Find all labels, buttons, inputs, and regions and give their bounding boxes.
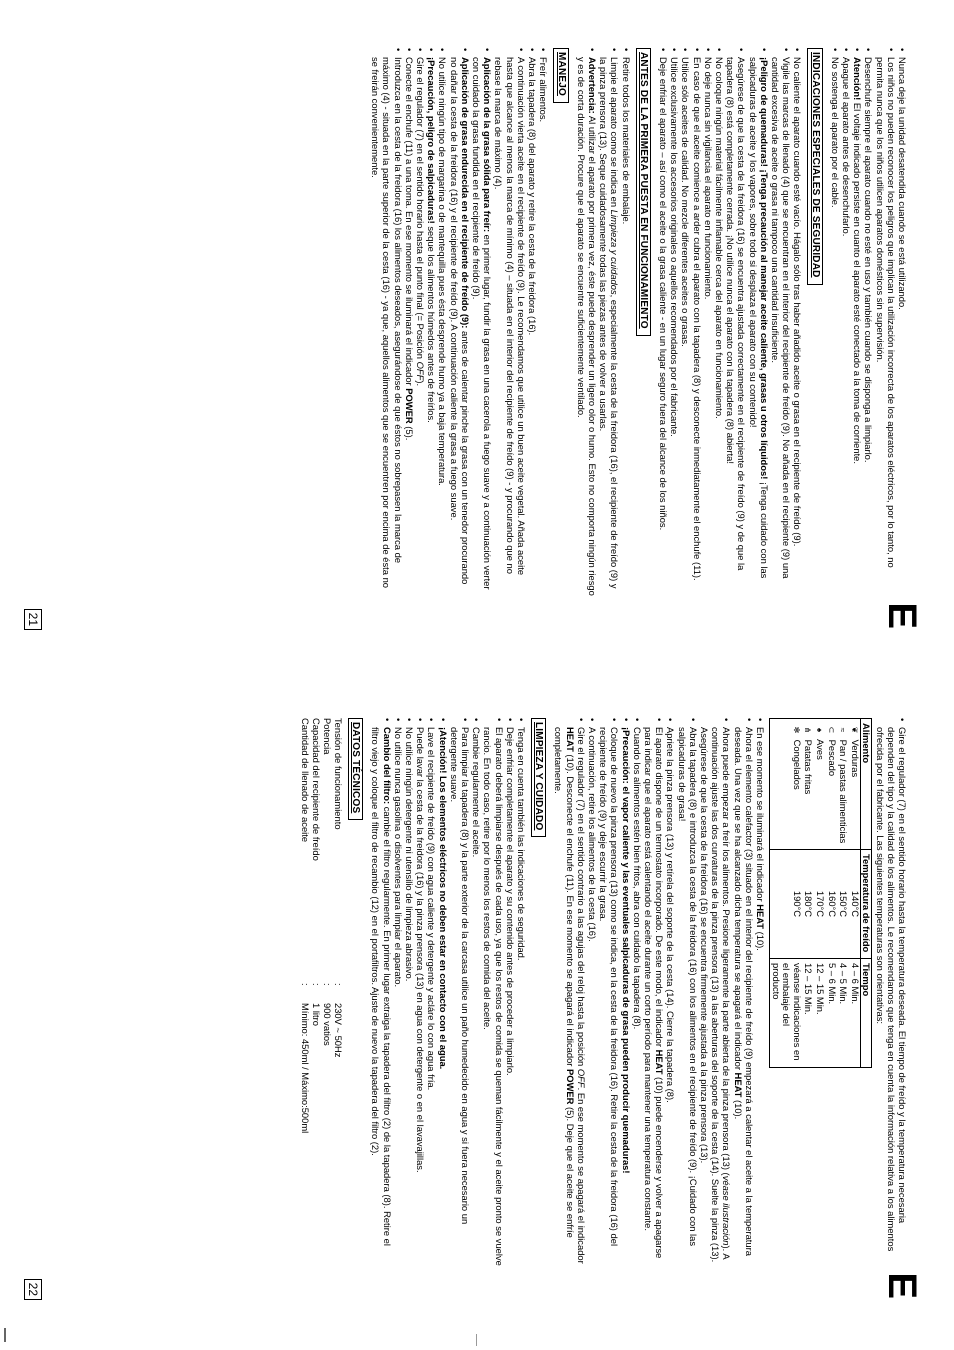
- column-header-food: Alimento: [860, 719, 872, 850]
- text-run: Conecte el enchufe (11) a una toma. En ese momento se iluminará el indicador: [403, 57, 415, 389]
- bold-text: Advertencia:: [586, 57, 598, 114]
- text-run: Limpie el aparato como se indica en: [609, 57, 621, 210]
- text-run: No utilice ningún detergente ni utensilio de limpieza abrasivo.: [403, 727, 415, 982]
- usage-list: [370, 48, 549, 596]
- time-cell: 5 – 6 Min.: [825, 959, 837, 1068]
- text-run: Desenchufe siempre el aparato cuando no esté en uso y también cuando se disponga a limpiarlo.: [863, 57, 875, 463]
- text-run: Gire el regulador (7) en el sentido contrario a las agujas del reloj hasta la posición: [575, 727, 587, 1069]
- text-run: Apague el aparato antes de desenchufarlo.: [840, 57, 852, 237]
- section-heading-first-use: ANTES DE LA PRIMERA PUESTA EN FUNCIONAMIENTO: [636, 48, 651, 336]
- text-run: antes de calentar pinche la grasa con un tenedor procurando no dañar la cesta de la freidora (16) y el recipiente de freído (9). A continuación caliente la grasa a fuego suave.: [448, 57, 471, 585]
- cleaning-list: [370, 718, 527, 1266]
- text-run: Abra la tapadera (8) e introduzca la cesta de la freidora (16) con los alimentos en el recipiente de freído (9). ¡Cuidado con las salpicaduras de grasa!: [676, 727, 699, 1247]
- time-cell: 12 – 15 Min.: [813, 959, 825, 1068]
- text-run: No utilice nunca gasolina o disolventes para limpiar el aparato.: [392, 727, 404, 988]
- list-item: [471, 48, 493, 596]
- text-run: (10).: [732, 1097, 744, 1120]
- list-item: [370, 718, 392, 1266]
- page-number: 21: [24, 609, 42, 630]
- spec-row: [300, 718, 311, 1133]
- list-item: [404, 48, 415, 596]
- text-run: Los niños no pueden reconocer los peligros que implican la utilización incorrecta de los aparatos eléctricos, por lo tanto, no permita nunca que los niños utilicen aparatos domésticos sin supervisión.: [874, 57, 897, 568]
- list-item: [691, 48, 702, 596]
- text-run: Cuando los alimentos estén bien fritos, abra con cuidado la tapadera (8).: [631, 727, 643, 1030]
- food-cell: [770, 719, 802, 850]
- text-run: Gire el regulador (7) en el sentido horario hasta la temperatura deseada. El tiempo de freído y la temperatura necesaria dependen del tipo y la calidad de los alimentos. Le recomendamos que tenga en cuenta la información relativa a los alimentos ofrecida por el fabricante. Las siguientes temperaturas son orientativas:: [874, 727, 908, 1252]
- bold-text: Aplicación de grasa endurecida en el recipiente de freído (9):: [459, 57, 471, 329]
- list-item: [703, 48, 714, 596]
- text-run: En ese momento se iluminará el indicador: [755, 727, 767, 905]
- page-number: 22: [24, 1279, 42, 1300]
- spec-colon: :: [321, 983, 333, 986]
- list-item: [632, 718, 643, 1266]
- list-item: [553, 718, 587, 1266]
- list-item: [620, 718, 631, 1266]
- text-run: Gire el regulador (7) en el sentido horario hasta el punto final (= Posición: [415, 57, 427, 362]
- spec-row: [311, 718, 322, 1133]
- spec-value: 1 litro: [310, 1003, 322, 1026]
- technical-specs-table: [300, 718, 344, 1133]
- list-item: [680, 48, 691, 596]
- table-row: [802, 719, 814, 1068]
- bold-text: HEAT: [564, 727, 576, 752]
- section-heading-cleaning: LIMPIEZA Y CUIDADO: [531, 718, 546, 837]
- list-item: [725, 48, 747, 596]
- text-run: Lave el recipiente de freído (9) con agua caliente y detergente y acláre lo con agua fría.: [426, 727, 438, 1091]
- food-cell: [837, 719, 849, 850]
- temperature-cell: 150°C: [837, 850, 849, 959]
- list-item: [755, 718, 766, 1266]
- list-item: [393, 718, 404, 1266]
- time-cell: véanse indicaciones en el embalaje del producto: [770, 959, 802, 1068]
- italic-text: véase ilustración: [721, 1175, 733, 1246]
- table-row: [825, 719, 837, 1068]
- bold-text: Atención!: [852, 57, 864, 101]
- food-cell: [813, 719, 825, 850]
- text-run: En caso de que el aceite comience a arder cubra el aparato con la tapadera (8) y desconecte inmediatamente el enchufe (11).: [691, 57, 703, 581]
- table-row: [770, 719, 802, 1068]
- list-item: [527, 48, 538, 596]
- spec-colon: :: [332, 983, 344, 986]
- first-use-list: [576, 48, 632, 596]
- text-run: Utilice sólo aceites de calidad. No mezcle diferentes aceites o grasas.: [680, 57, 692, 347]
- text-run: (10) puede encenderse y volver a apagarse para indicar que el aparato está calentando el aceite durante un corto período para mantener una temperatura constante.: [643, 727, 666, 1259]
- list-item: [415, 48, 426, 596]
- text-run: Utilice exclusivamente los accesorios originales o aquellos recomendados por el fabricante.: [669, 57, 681, 437]
- text-run: Al utilizar el aparato por primera vez, éste puede desprender un ligero olor o humo. Esto no comporta ningún riesgo y es de corta duración. Procure que el aparato se encuentre suficientemente ventilado.: [575, 57, 598, 596]
- bold-text: POWER: [564, 1069, 576, 1105]
- spec-label: Capacidad del recipiente de freído: [310, 718, 322, 861]
- poultry-icon: ♠: [815, 727, 825, 733]
- text-run: Apriete la pinza prensora (13) y retírela del soporte de la cesta (14). Cierre la tapadera (8).: [665, 727, 677, 1103]
- list-item: [665, 718, 676, 1266]
- italic-text: OFF: [575, 1068, 587, 1088]
- text-run: en primer lugar, fundir la grasa en una cacerola a fuego suave y a continuación verter con cuidado la grasa fundida en el recipiente de freído (9).: [471, 57, 494, 590]
- spec-value: Mínimo: 450ml / Máximo:500ml: [299, 1003, 311, 1134]
- bold-text: Cambio del filtro:: [381, 727, 393, 805]
- text-run: No utilice ningún tipo de margarina o de mantequilla pues ésta desprende humo ya a baja temperatura.: [437, 57, 449, 486]
- special-safety-list: [658, 48, 804, 596]
- vegetables-icon: ❦: [849, 726, 859, 734]
- list-item: [852, 48, 863, 596]
- text-run: No coloque ningún material fácilmente inflamable cerca del aparato en funcionamiento.: [713, 57, 725, 419]
- italic-text: OFF: [415, 361, 427, 381]
- list-item: [770, 48, 792, 596]
- food-cell: [848, 719, 860, 850]
- text-run: ¡Tenga cuidado con las salpicaduras de aceite y los vapores, sobre todo si desplaza el aparato con su contenido!: [747, 57, 770, 579]
- bold-text: POWER: [403, 388, 415, 424]
- text-run: Introduzca en la cesta de la freidora (16) los alimentos deseados, asegurándose de que éstos no sobrepasen la marca de máximo (4) - situada en la parte superior de la cesta (16) - ya que, aquellos alimentos que se encuentren por encima de ésta no se freirán convenientemente.: [370, 57, 404, 589]
- text-run: Vigile las marcas de llenado (4) que se encuentran en el interior del recipiente de freído (9). No añada en el recipiente (9) una cantidad excesiva de aceite o grasa ni tampoco una cantidad insuficiente.: [769, 57, 793, 579]
- page-22: [0, 690, 954, 1320]
- time-cell: 12 – 15 Min.: [802, 959, 814, 1068]
- text-run: cambie el filtro regularmente. En primer lugar extraiga la tapadera del filtro (2) de la tapadera (8). Retire el filtro viejo y coloque el filtro de recambio (12) en el portafiltros. Ajuste de nuevo la tapadera del filtro (2).: [370, 727, 393, 1246]
- list-item: [493, 48, 527, 596]
- list-item: [449, 718, 471, 1266]
- list-item: [482, 718, 504, 1266]
- fish-icon: ⊂: [826, 726, 836, 734]
- list-item: [598, 718, 620, 1266]
- text-run: Cambie regularmente el aceite.: [471, 727, 483, 858]
- pasta-icon: ≈: [838, 727, 848, 733]
- list-item: [404, 718, 415, 1266]
- food-name: Verduras: [849, 739, 861, 778]
- list-item: [437, 48, 448, 596]
- temperature-table-body: [770, 719, 861, 1068]
- temperature-cell: 140°C: [848, 850, 860, 959]
- section-heading-usage: MANEJO: [553, 48, 568, 103]
- list-item: [587, 718, 598, 1266]
- table-row: [813, 719, 825, 1068]
- text-run: A continuación, retire los alimentos de la cesta (16).: [587, 727, 598, 942]
- food-cell: [802, 719, 814, 850]
- list-item: [448, 48, 470, 596]
- list-item: [863, 48, 874, 596]
- text-run: Abra la tapadera (8) del aparato y retire la cesta de la freidora (16).: [527, 57, 539, 336]
- bold-text: ¡Precaución: el vapor caliente y las eventuales salpicaduras de grasa pueden producir quemaduras!: [620, 727, 632, 1174]
- spec-label: Cantidad de llenado de aceite: [299, 718, 311, 843]
- frozen-icon: ✻: [791, 726, 801, 734]
- temperature-cell: 180°C: [802, 850, 814, 959]
- column-header-time: Tiempo: [860, 959, 872, 1068]
- general-safety-list: [830, 48, 908, 596]
- bold-text: ¡Peligro de quemaduras! ¡Tenga precaución al manejar aceite caliente, grasas u otros líquidos!: [758, 57, 770, 480]
- spec-colon: :: [299, 983, 311, 986]
- text-run: Ahora el elemento calefactor (3) situado en el interior del recipiente de freído (9) empezará a calentar el aceite a la temperatura deseada. Una vez que se ha alcanzado dicha temperatura se apagará el indicador: [732, 727, 755, 1256]
- list-item: [792, 48, 803, 596]
- scan-mark: [476, 1334, 477, 1346]
- list-item: [620, 48, 631, 596]
- page-language-letter: E: [880, 1272, 924, 1300]
- food-name: Pan / pastas alimenticias: [838, 739, 850, 844]
- list-item: [576, 48, 598, 596]
- page-21-content: [370, 48, 908, 596]
- italic-text: Limpieza y cuidados: [609, 209, 621, 295]
- text-run: Asegúrese de que la cesta de la freidora (16) se encuentra ajustada correctamente en el recipiente de freído (9) y de que la tapadera (8) está completamente cerrada. ¡No utilice nunca el aparato con la tapadera (8) abierta!: [725, 57, 748, 571]
- spec-value: 900 vatios: [321, 1003, 333, 1046]
- food-name: Pescado: [826, 739, 838, 777]
- table-header-row: [860, 719, 872, 1068]
- bold-text: HEAT: [755, 904, 767, 930]
- specs-table-body: [300, 718, 344, 1133]
- text-run: Deje enfriar el aparato – así como el aceite o la grasa caliente - en un lugar seguro fuera del alcance de los niños.: [657, 57, 669, 531]
- text-run: seque los alimentos húmedos antes de freírlos.: [426, 223, 438, 423]
- list-item: [426, 48, 437, 596]
- bold-text: ¡Atención! Los elementos eléctricos no deben estar en contacto con el agua.: [437, 727, 449, 1070]
- spec-label: Potencia: [321, 718, 333, 755]
- text-run: El aparato dispone de un termostato incorporado. De este modo, el indicador: [654, 727, 666, 1050]
- food-name: Patatas fritas: [803, 739, 815, 795]
- list-item: [538, 48, 549, 596]
- list-item: [370, 48, 404, 596]
- list-item: [643, 718, 665, 1266]
- spec-value: 230V ~ 50Hz: [332, 1003, 344, 1058]
- list-item: [437, 718, 448, 1266]
- text-run: No caliente el aparato cuando esté vacío. Hágalo sólo tras haber añadido aceite o grasa en el recipiente de freído (9).: [792, 57, 804, 547]
- list-item: [598, 48, 620, 596]
- frying-temperature-table: [769, 718, 872, 1068]
- bold-text: HEAT: [654, 1049, 666, 1075]
- time-cell: 4 – 5 Min.: [837, 959, 849, 1068]
- text-run: Tenga en cuenta también las indicaciones de seguridad.: [515, 727, 527, 961]
- section-heading-specs: DATOS TÉCNICOS: [348, 718, 363, 820]
- text-run: A continuación vierta aceite en el recipiente de freído (9). Le recomendamos que utilice un buen aceite vegetal. Añada aceite hasta que alcance al menos la marca de mínimo (4) – situada en el interior del recipiente de freído (9) - y procurando que no rebase la marca de máximo (4).: [493, 57, 527, 576]
- list-item: [732, 718, 754, 1266]
- fries-icon: ⋔: [803, 726, 813, 734]
- text-run: Deje enfriar completamente el aparato y su contenido antes de proceder a limpiarlo.: [504, 727, 516, 1076]
- list-item: [714, 48, 725, 596]
- spec-row: [333, 718, 344, 1133]
- temperature-cell: 170°C: [813, 850, 825, 959]
- list-item: [426, 718, 437, 1266]
- list-item: [897, 48, 908, 596]
- text-run: El voltaje indicado persiste en cuanto el aparato esté conectado a la toma de corriente.: [852, 100, 864, 465]
- text-run: Para limpiar la tapadera (8) y la parte exterior de la carcasa utilice un paño humedecido en agua y si fuera necesario un detergente suave.: [448, 727, 471, 1225]
- table-row: [837, 719, 849, 1068]
- text-run: Ahora puede empezar a freír los alimentos. Presione ligeramente la parte abierta de la pinza prensora (13) (: [721, 727, 733, 1176]
- list-item: [516, 718, 527, 1266]
- frying-steps-list: [553, 718, 766, 1266]
- text-run: ).: [415, 380, 427, 387]
- list-item: [830, 48, 841, 596]
- text-run: Retire todos los materiales de embalaje.: [620, 57, 632, 225]
- text-run: No sostenga el aparato por el cable.: [829, 57, 841, 208]
- text-run: (10).: [755, 929, 767, 951]
- text-run: (10). Desconecte el enchufe (11). En ese momento se apagará el indicador: [564, 751, 576, 1070]
- column-header-temperature: Temperatura de freído: [860, 850, 872, 959]
- list-item: [874, 48, 896, 596]
- text-run: No deje nunca sin vigilancia el aparato en funcionamiento.: [702, 57, 714, 300]
- food-name: Congelados: [791, 739, 803, 790]
- list-item: [874, 718, 908, 1266]
- table-row: [848, 719, 860, 1068]
- text-run: ). A continuación ajuste las dos curvaturas de la pinza prensora (13) a las aberturas del soporte de la cesta (14). Suelte la pinza (13). Asegúrese de que la cesta de la freidora (16) se encuentra firmemente ajustada a la pinza prensora (13).: [699, 727, 733, 1263]
- spec-row: [322, 718, 333, 1133]
- text-run: El aparato deberá limpiarse después de cada uso, ya que los restos de comida se queman fácilmente y el aceite pronto se vuelve rancio. En todo caso, retire por lo menos los restos de comida del aceite.: [482, 727, 505, 1266]
- food-name: Aves: [815, 739, 827, 760]
- list-item: [471, 718, 482, 1266]
- text-run: Coloque de nuevo la pinza prensora (13) como se indica, en la cesta de la freidora (16). Retire la cesta de la freidora (16) del recipiente de freído (9) y deje escurrir la grasa.: [598, 727, 621, 1247]
- bold-text: ¡Precaución, peligro de salpicaduras!: [426, 57, 438, 224]
- list-item: [699, 718, 733, 1266]
- time-cell: 4 – 6 Min.: [848, 959, 860, 1068]
- text-run: Nunca deje la unidad desatendida cuando se está utilizando.: [897, 57, 908, 310]
- temperature-cell: 160°C: [825, 850, 837, 959]
- text-run: (5). Deje que el aceite se enfríe completamente.: [553, 727, 576, 1238]
- food-cell: [825, 719, 837, 850]
- bold-text: HEAT: [732, 1072, 744, 1098]
- list-item: [841, 48, 852, 596]
- list-item: [505, 718, 516, 1266]
- list-item: [676, 718, 698, 1266]
- temperature-intro-list: [874, 718, 908, 1266]
- section-heading-safety: INDICACIONES ESPECIALES DE SEGURIDAD: [807, 48, 822, 285]
- temperature-cell: 190°C: [770, 850, 802, 959]
- list-item: [415, 718, 426, 1266]
- text-run: Puede lavar la cesta de la freidora (16) y la pinza prensora (13) en agua con detergente o en el lavavajillas.: [415, 727, 427, 1173]
- scan-mark: [4, 1328, 6, 1342]
- page-21: [0, 20, 954, 650]
- spec-colon: :: [310, 983, 322, 986]
- text-run: (5).: [403, 423, 415, 441]
- page-language-letter: E: [880, 602, 924, 630]
- bold-text: Aplicación de la grasa sólida para freír:: [482, 57, 494, 233]
- page-22-content: [300, 718, 908, 1266]
- text-run: , especialmente la cesta de la freidora (16), el recipiente de freído (9) y la pinza prensora (13). Seque cuidadosamente todas las piezas antes de volver a usarlas.: [598, 57, 621, 589]
- spec-label: Tensión de funcionamiento: [332, 718, 344, 830]
- list-item: [658, 48, 669, 596]
- text-run: Freír alimentos.: [538, 57, 550, 123]
- list-item: [669, 48, 680, 596]
- list-item: [747, 48, 769, 596]
- text-run: . En ese momento se apagará el indicador: [575, 1087, 587, 1264]
